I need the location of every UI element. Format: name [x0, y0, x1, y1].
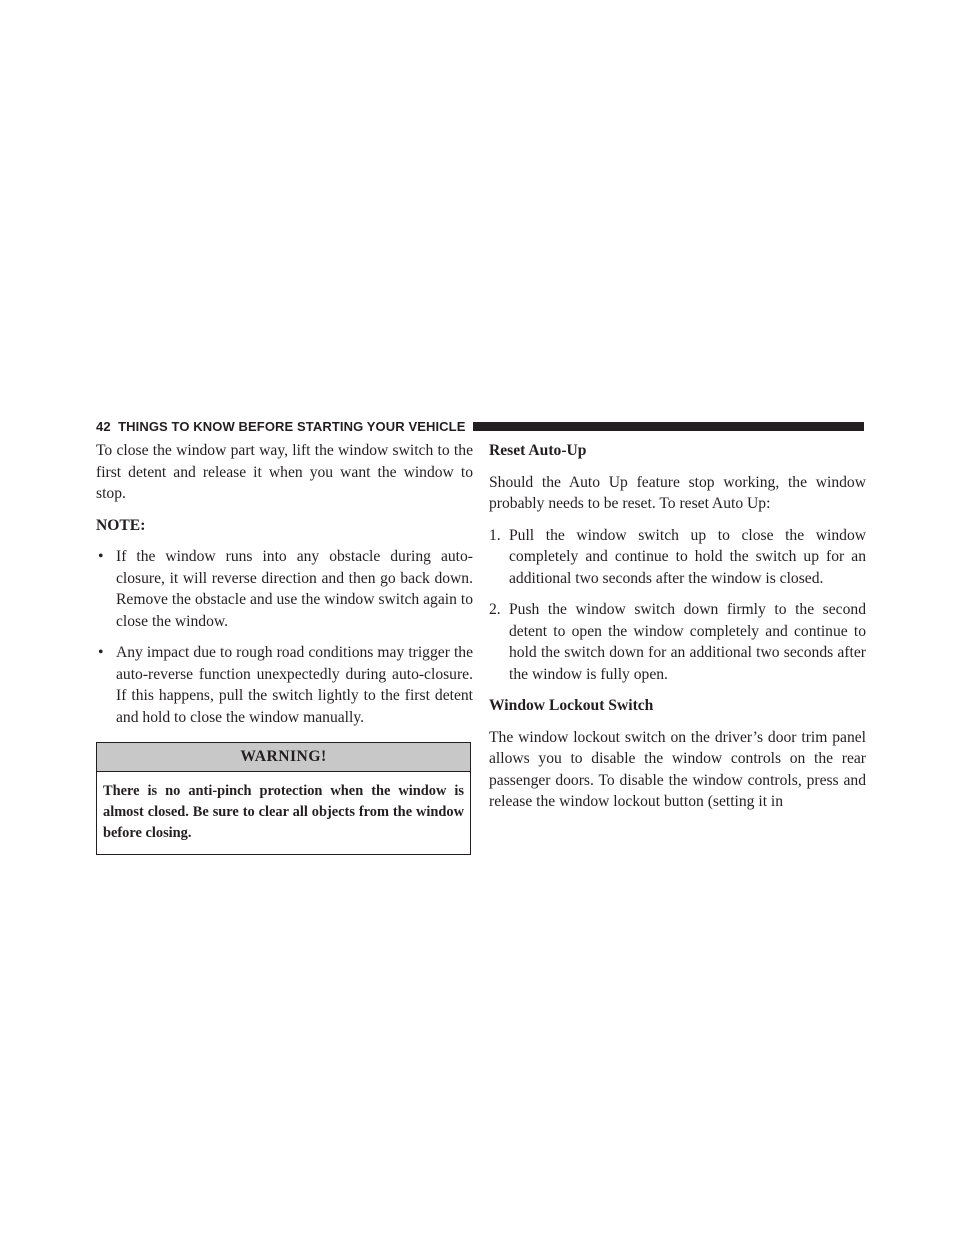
note-bullet [96, 642, 473, 728]
reset-step [489, 525, 866, 590]
reset-intro-paragraph: Should the Auto Up feature stop working, the window probably needs to be reset. To reset Auto Up: [489, 473, 866, 512]
header-rule [473, 422, 864, 431]
step-number: 2. [489, 601, 501, 618]
note-label: NOTE: [96, 516, 146, 534]
section-title: THINGS TO KNOW BEFORE STARTING YOUR VEHICLE [118, 418, 466, 434]
intro-paragraph: To close the window part way, lift the window switch to the first detent and release it when you want the window to stop. [96, 442, 473, 502]
warning-body: There is no anti-pinch protection when the window is almost closed. Be sure to clear all objects from the window before closing. [103, 783, 464, 841]
bullet-mark: • [98, 548, 104, 565]
reset-auto-up-heading: Reset Auto-Up [489, 442, 587, 459]
right-column [489, 440, 866, 813]
page-number: 42 [96, 418, 111, 434]
lockout-paragraph: The window lockout switch on the driver’s door trim panel allows you to disable the window controls on the rear passenger doors. To disable the window controls, press and release the window lockout button (setting it in [489, 728, 866, 810]
reset-step [489, 599, 866, 685]
left-column [96, 440, 473, 855]
bullet-text: Any impact due to rough road conditions may trigger the auto-reverse function unexpectedly during auto-closure. If this happens, pull the switch lightly to the first detent and hold to close the window manually. [116, 644, 473, 726]
bullet-text: If the window runs into any obstacle during auto-closure, it will reverse direction and then go back down. Remove the obstacle and use the window switch again to close the window. [116, 548, 473, 630]
bullet-mark: • [98, 644, 104, 661]
warning-box [96, 742, 471, 855]
window-lockout-heading: Window Lockout Switch [489, 697, 654, 714]
page-header-text [96, 419, 465, 434]
page-header [96, 418, 864, 434]
step-number: 1. [489, 526, 501, 544]
step-text: Push the window switch down firmly to the second detent to open the window completely and continue to hold the switch down for an additional two seconds after the window is fully open. [509, 601, 866, 683]
step-text: Pull the window switch up to close the window completely and continue to hold the switch up for an additional two seconds after the window is closed. [509, 526, 866, 587]
warning-title: WARNING! [97, 743, 470, 772]
note-bullet [96, 546, 473, 632]
